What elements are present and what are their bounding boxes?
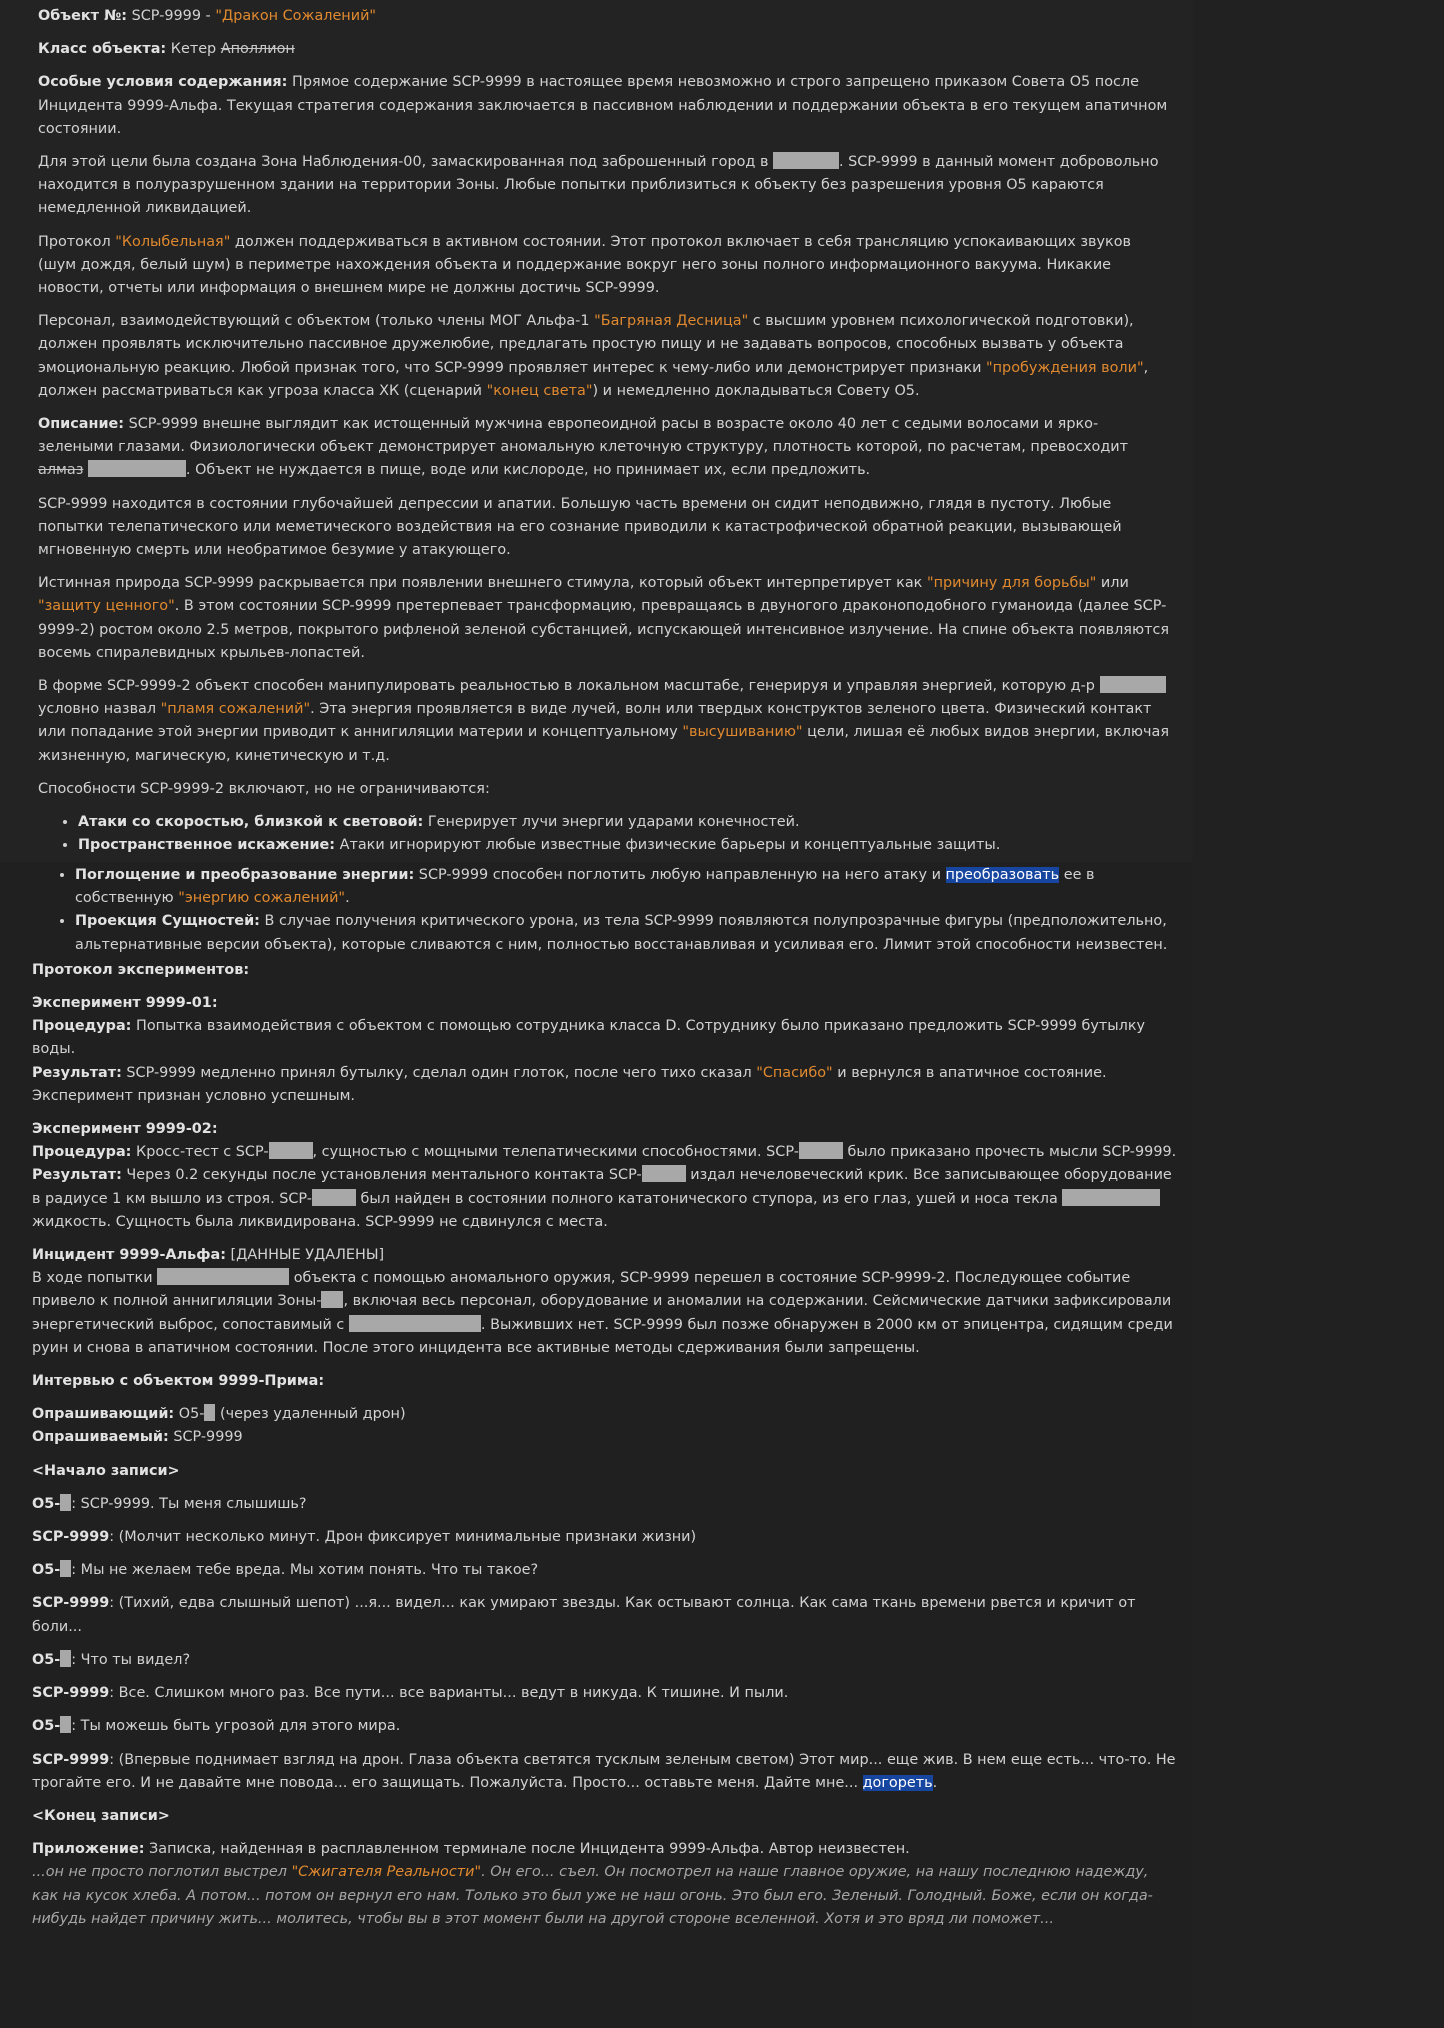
description-p3: Истинная природа SCP-9999 раскрывается при появлении внешнего стимула, который объект интерпретирует как "причину для борьбы" или "защиту ценного". В этом состоянии SCP-9999 претерпевает трансформацию, превращаясь в двуногого драконоподобного гуманоида (далее SCP-9999-2) ростом около 2.5 метров, покрытого рифленой зеленой субстанцией, испускающей интенсивное излучение. На спине объекта появляются восемь спиралевидных крыльев-лопастей. — [38, 575, 1170, 661]
redacted-block — [204, 1404, 215, 1421]
redacted-block — [642, 1165, 686, 1182]
interview-line: SCP-9999: (Впервые поднимает взгляд на дрон. Глаза объекта светятся тусклым зеленым светом) Этот мир... еще жив. В нем еще есть... что-то. Не трогайте его. И не давайте мне повода... его защищать. Пожалуйста. Просто... оставьте меня. Дайте мне... догореть. — [32, 1751, 1176, 1791]
interview-participants: Опрашивающий: О5- (через удаленный дрон) Опрашиваемый: SCP-9999 — [32, 1406, 406, 1446]
struck-class: Аполлион — [220, 41, 295, 58]
abilities-intro: Способности SCP-9999-2 включают, но не ограничиваются: — [38, 780, 490, 797]
containment-p2: Для этой цели была создана Зона Наблюдения-00, замаскированная под заброшенный город в . SCP-9999 в данный момент добровольно находится в полуразрушенном здании на территории Зоны. Любые попытки приблизиться к объекту без разрешения уровня О5 караются немедленной ликвидацией. — [38, 154, 1159, 217]
object-class-line: Класс объекта: Кетер Аполлион — [38, 41, 295, 58]
redacted-block — [157, 1268, 289, 1285]
ability-item: • Атаки со скоростью, близкой к световой: Генерирует лучи энергии ударами конечностей. — [78, 811, 1170, 834]
scp-article-upper — [38, 5, 1170, 866]
object-number-line: Объект №: SCP-9999 - "Дракон Сожалений" — [38, 8, 377, 24]
ability-item: • Пространственное искажение: Атаки игнорируют любые известные физические барьеры и концептуальные защиты. — [78, 834, 1170, 857]
incident-9999-alpha: Инцидент 9999-Альфа: [ДАННЫЕ УДАЛЕНЫ] В ходе попытки объекта с помощью аномального оружия, SCP-9999 перешел в состояние SCP-9999-2. Последующее событие привело к полной аннигиляции Зоны- , включая весь персонал, оборудование и аномалии на содержании. Сейсмические датчики зафиксировали энергетический выброс, сопоставимый с . Выживших нет. SCP-9999 был позже обнаружен в 2000 км от эпицентра, сидящим среди руин и снова в апатичном состоянии. После этого инцидента все активные методы сдерживания были запрещены. — [32, 1247, 1173, 1356]
redacted-block — [349, 1315, 481, 1332]
interview-line: О5- : Ты можешь быть угрозой для этого мира. — [32, 1718, 401, 1735]
redacted-block — [312, 1189, 356, 1206]
containment-p3: Протокол "Колыбельная" должен поддерживаться в активном состоянии. Этот протокол включает в себя трансляцию успокаивающих звуков (шум дождя, белый шум) в периметре нахождения объекта и поддержание вокруг него зоны полного информационного вакуума. Никакие новости, отчеты или информация о внешнем мире не должны достичь SCP-9999. — [38, 233, 1131, 297]
interview-line: О5- : Что ты видел? — [32, 1651, 191, 1668]
interview-line: SCP-9999: Все. Слишком много раз. Все пути... все варианты... ведут в никуда. К тишине. И пыли. — [32, 1685, 789, 1702]
interview-line: О5- : Мы не желаем тебе вреда. Мы хотим понять. Что ты такое? — [32, 1562, 539, 1579]
selected-text[interactable]: преобразовать — [945, 867, 1060, 883]
description-p4: В форме SCP-9999-2 объект способен манипулировать реальностью в локальном масштабе, генерируя и управляя энергией, которую д-р условно назвал "пламя сожалений". Эта энергия проявляется в виде лучей, волн или твердых конструктов зеленого цвета. Физический контакт или попадание этой энергии приводит к аннигиляции материи и концептуальному "высушиванию" цели, лишая её любых видов энергии, включая жизненную, магическую, кинетическую и т.д. — [38, 678, 1169, 764]
redacted-block — [88, 460, 186, 477]
abilities-list-continued — [32, 864, 1177, 957]
selected-text[interactable]: догореть — [862, 1774, 933, 1791]
experiments-title: Протокол экспериментов: — [32, 961, 250, 978]
ability-item: • Поглощение и преобразование энергии: SCP-9999 способен поглотить любую направленную на него атаку и преобразовать ее в собственную "энергию сожалений". — [75, 864, 1177, 910]
description-p1: Описание: SCP-9999 внешне выглядит как истощенный мужчина европеоидной расы в возрасте около 40 лет с седыми волосами и ярко-зелеными глазами. Физиологически объект демонстрирует аномальную клеточную структуру, плотность которой, по расчетам, превосходит алмаз . Объект не нуждается в пище, воде или кислороде, но принимает их, если предложить. — [38, 416, 1129, 479]
redacted-block — [269, 1142, 313, 1159]
appendix-note: ...он не просто поглотил выстрел "Сжигателя Реальности". Он его... съел. Он посмотрел на наше главное оружие, на нашу последнюю надежду, как на кусок хлеба. А потом... потом он вернул его нам. Только это был уже не наш огонь. Это был его. Зеленый. Голодный. Боже, если он когда-нибудь найдет причину жить... молитесь, чтобы вы в этот момент были на другой стороне вселенной. Хотя и это вряд ли поможет... — [32, 1864, 1153, 1927]
containment-p4: Персонал, взаимодействующий с объектом (только члены МОГ Альфа-1 "Багряная Десница" с высшим уровнем психологической подготовки), должен проявлять исключительно пассивное дружелюбие, предлагать простую пищу и не задавать вопросов, способных вызвать у объекта эмоциональную реакцию. Любой признак того, что SCP-9999 проявляет интерес к чему-либо или демонстрирует признаки "пробуждения воли", должен рассматриваться как угроза класса ХК (сценарий "конец света") и немедленно докладываться Совету О5. — [38, 313, 1149, 399]
redacted-block — [799, 1142, 843, 1159]
redacted-block — [1100, 676, 1166, 693]
appendix: Приложение: Записка, найденная в расплавленном терминале после Инцидента 9999-Альфа. Автор неизвестен. ...он не просто поглотил выстрел "Сжигателя Реальности". Он его... съел. Он посмотрел на наше главное оружие, на нашу последнюю надежду, как на кусок хлеба. А потом... потом он вернул его нам. Только это был уже не наш огонь. Это был его. Зеленый. Голодный. Боже, если он когда-нибудь найдет причину жить... молитесь, чтобы вы в этот момент были на другой стороне вселенной. Хотя и это вряд ли поможет... — [32, 1838, 1177, 1931]
containment-p1: Особые условия содержания: Прямое содержание SCP-9999 в настоящее время невозможно и строго запрещено приказом Совета О5 после Инцидента 9999-Альфа. Текущая стратегия содержания заключается в пассивном наблюдении и поддержании объекта в его текущем апатичном состоянии. — [38, 74, 1168, 137]
redacted-block — [773, 152, 839, 169]
redacted-block — [60, 1650, 71, 1667]
abilities-list — [38, 811, 1170, 857]
record-end: <Конец записи> — [32, 1807, 170, 1824]
interview-title: Интервью с объектом 9999-Прима: — [32, 1373, 325, 1390]
redacted-block — [60, 1494, 71, 1511]
redacted-block — [1062, 1189, 1160, 1206]
experiment-9999-01: Эксперимент 9999-01: Процедура: Попытка взаимодействия с объектом с помощью сотрудника класса D. Сотруднику было приказано предложить SCP-9999 бутылку воды. Результат: SCP-9999 медленно принял бутылку, сделал один глоток, после чего тихо сказал "Спасибо" и вернулся в апатичное состояние. Эксперимент признан условно успешным. — [32, 995, 1146, 1104]
redacted-block — [60, 1716, 71, 1733]
scp-article-lower — [32, 864, 1177, 1931]
ability-item: • Проекция Сущностей: В случае получения критического урона, из тела SCP-9999 появляются полупрозрачные фигуры (предположительно, альтернативные версии объекта), которые сливаются с ним, полностью восстанавливая и усиливая его. Лимит этой способности неизвестен. — [75, 910, 1177, 956]
redacted-block — [321, 1291, 343, 1308]
interview-line: О5- : SCP-9999. Ты меня слышишь? — [32, 1495, 307, 1512]
interview-line: SCP-9999: (Тихий, едва слышный шепот) ...я... видел... как умирают звезды. Как остывают солнца. Как сама ткань времени рвется и кричит от боли... — [32, 1595, 1136, 1635]
redacted-block — [60, 1560, 71, 1577]
interview-line: SCP-9999: (Молчит несколько минут. Дрон фиксирует минимальные признаки жизни) — [32, 1529, 697, 1546]
description-p2: SCP-9999 находится в состоянии глубочайшей депрессии и апатии. Большую часть времени он сидит неподвижно, глядя в пустоту. Любые попытки телепатического или меметического воздействия на его сознание приводили к катастрофической обратной реакции, вызывающей мгновенную смерть или необратимое безумие у атакующего. — [38, 495, 1122, 559]
experiment-9999-02: Эксперимент 9999-02: Процедура: Кросс-тест с SCP- , сущностью с мощными телепатическими способностями. SCP- было приказано прочесть мысли SCP-9999. Результат: Через 0.2 секунды после установления ментального контакта SCP- издал нечеловеческий крик. Все записывающее оборудование в радиусе 1 км вышло из строя. SCP- был найден в состоянии полного кататонического ступора, из его глаз, ушей и носа текла жидкость. Сущность была ликвидирована. SCP-9999 не сдвинулся с места. — [32, 1121, 1177, 1230]
record-start: <Начало записи> — [32, 1462, 180, 1479]
object-name: "Дракон Сожалений" — [215, 8, 377, 24]
